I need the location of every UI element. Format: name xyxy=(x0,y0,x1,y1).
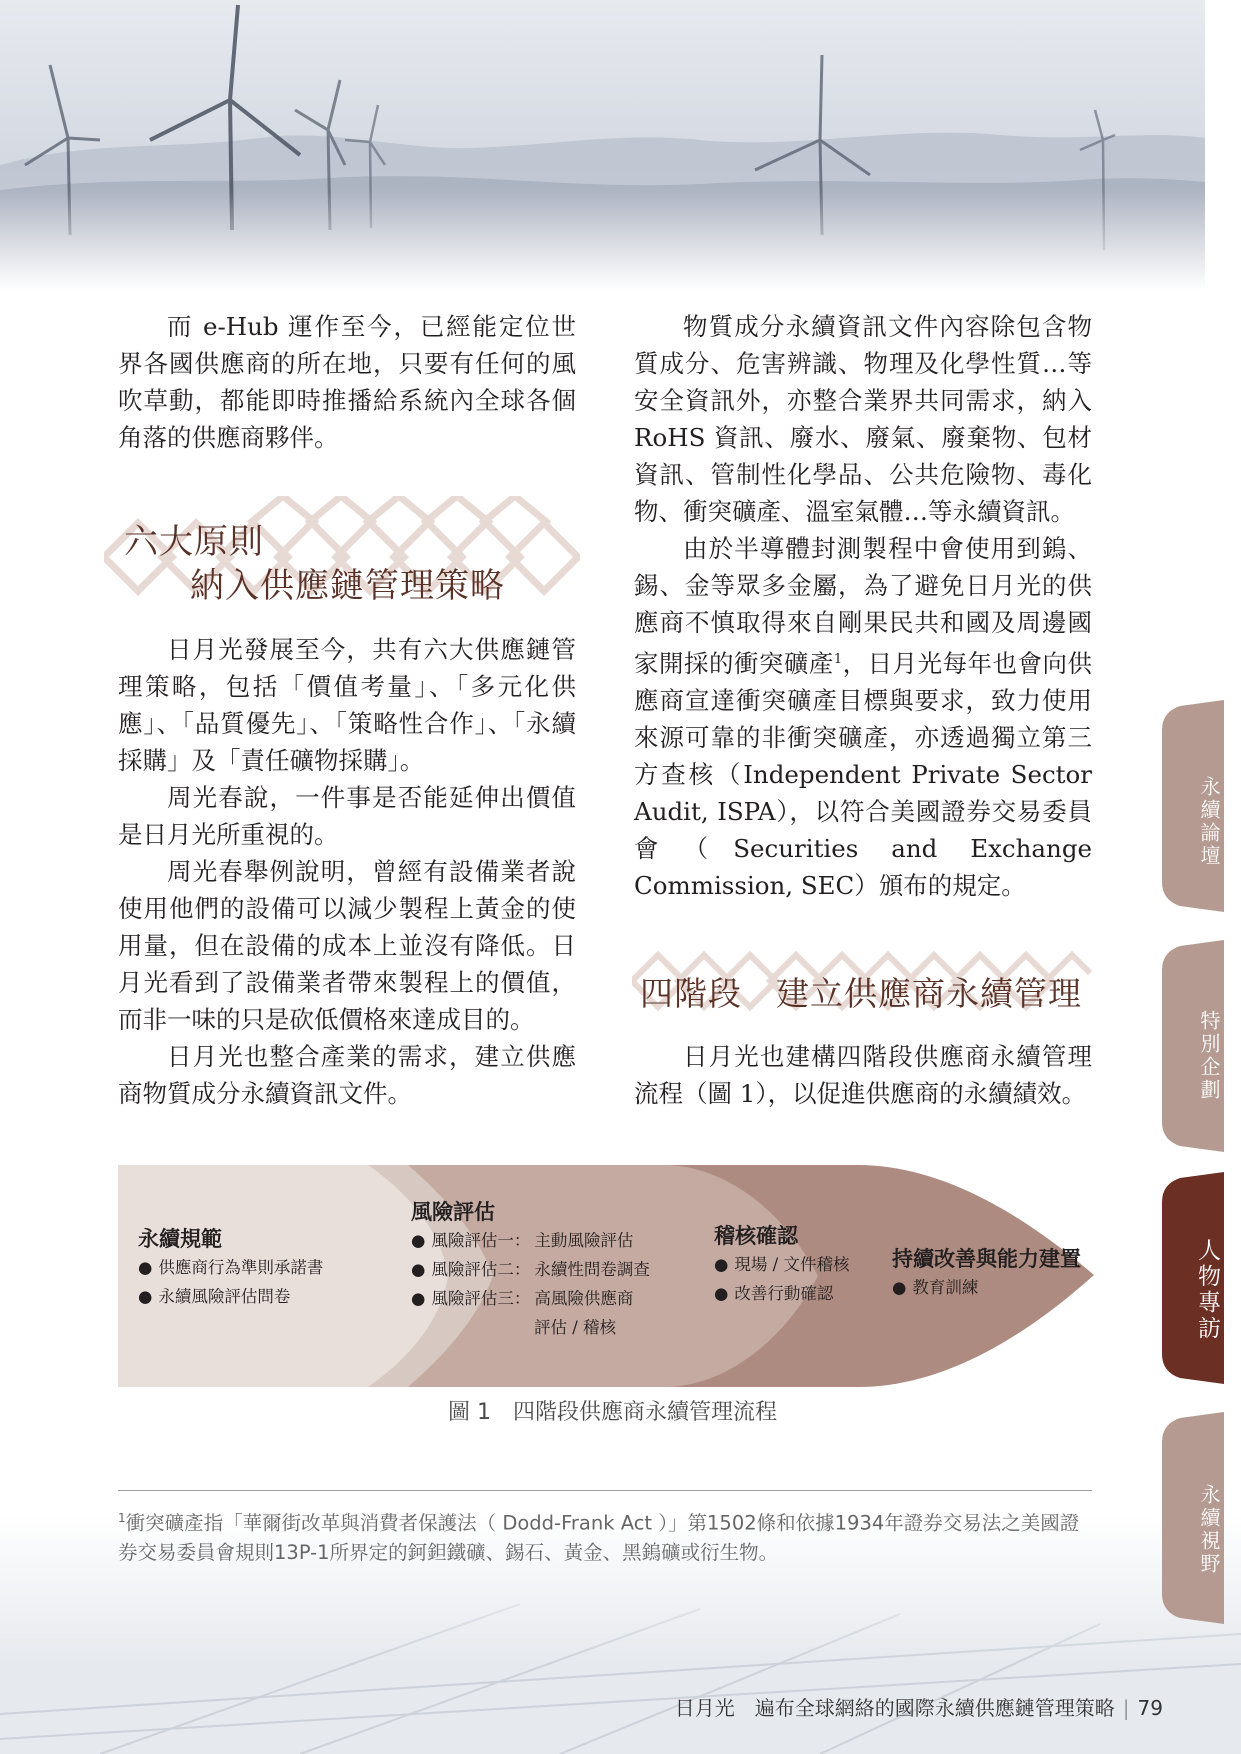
four-stages-intro xyxy=(634,1038,1092,1112)
stage-item-label: 風險評估三： xyxy=(431,1289,531,1308)
side-tab-forum[interactable] xyxy=(1162,700,1224,912)
wind-turbine-background-image xyxy=(0,0,1205,290)
stage-item-text: 供應商行為準則承諾書 xyxy=(158,1258,324,1277)
footer-title: 日月光 遍布全球網絡的國際永續供應鏈管理策略 xyxy=(674,1696,1115,1720)
paragraph: 周光春說，一件事是否能延伸出價值是日月光所重視的。 xyxy=(118,783,576,849)
bullet-icon: ● xyxy=(411,1231,426,1250)
figure-caption: 圖 1 四階段供應商永續管理流程 xyxy=(448,1400,777,1425)
paragraph: 日月光也建構四階段供應商永續管理流程（圖 1），以促進供應商的永續績效。 xyxy=(634,1042,1092,1108)
page-number: 79 xyxy=(1137,1696,1163,1720)
section-heading-four-stages xyxy=(632,944,1092,1018)
tab-label: 人物專訪 xyxy=(1194,1238,1220,1342)
tab-label: 永續視野 xyxy=(1197,1484,1221,1576)
four-stage-process-diagram xyxy=(118,1165,1094,1387)
stage-item-label: 風險評估二： xyxy=(431,1260,531,1279)
paragraph: 日月光發展至今，共有六大供應鏈管理策略，包括「價值考量」、「多元化供應」、「品質優先」、「策略性合作」、「永續採購」及「責任礦物採購」。 xyxy=(118,635,576,775)
paragraph xyxy=(634,530,1092,904)
stage-title: 風險評估 xyxy=(411,1199,495,1224)
side-tab-special-report[interactable] xyxy=(1162,940,1224,1152)
footnote-divider xyxy=(118,1490,1092,1491)
heading-line-2: 納入供應鏈管理策略 xyxy=(190,566,505,606)
right-column-body xyxy=(634,308,1092,904)
tab-label: 特別企劃 xyxy=(1197,1010,1221,1102)
stage-3 xyxy=(714,1222,849,1308)
stage-item xyxy=(714,1279,849,1308)
stage-item xyxy=(411,1284,650,1313)
stage-item xyxy=(714,1250,849,1279)
bullet-icon: ● xyxy=(714,1284,729,1303)
heading-text: 四階段 建立供應商永續管理 xyxy=(640,974,1082,1013)
stage-item xyxy=(138,1253,323,1282)
bullet-icon: ● xyxy=(714,1255,729,1274)
tab-label: 永續論壇 xyxy=(1197,776,1221,868)
paragraph: 日月光也整合產業的需求，建立供應商物質成分永續資訊文件。 xyxy=(118,1042,576,1108)
bullet-icon: ● xyxy=(138,1258,153,1277)
stage-item-text: 教育訓練 xyxy=(912,1278,979,1297)
stage-item-value: 主動風險評估 xyxy=(534,1231,634,1250)
paragraph: 物質成分永續資訊文件內容除包含物質成分、危害辨識、物理及化學性質…等安全資訊外，亦整合業界共同需求，納入 RoHS 資訊、廢水、廢氣、廢棄物、包材資訊、管制性化學品、公共危險物、毒化物、衝突礦產、溫室氣體…等永續資訊。 xyxy=(634,312,1092,526)
stage-item-text: 永續風險評估問卷 xyxy=(158,1287,291,1306)
left-column-intro xyxy=(118,308,576,456)
bullet-icon: ● xyxy=(411,1289,426,1308)
heading-line-1: 六大原則 xyxy=(124,522,264,562)
section-heading-six-principles xyxy=(104,496,580,618)
stage-item-value: 高風險供應商 xyxy=(534,1289,634,1308)
footnote-text: 衝突礦產指「華爾街改革與消費者保護法（ Dodd-Frank Act ）」第1502條和依據1934年證券交易法之美國證券交易委員會規則13P-1所界定的鈳鉭鐵礦、錫石、黃金、黑鎢礦或衍生物。 xyxy=(118,1511,1080,1564)
stage-item xyxy=(892,1273,1081,1302)
stage-4 xyxy=(892,1245,1081,1302)
page-footer xyxy=(675,1692,1163,1721)
stage-title: 持續改善與能力建置 xyxy=(892,1246,1081,1271)
paragraph-text: 由於半導體封測製程中會使用到鎢、錫、金等眾多金屬，為了避免日月光的供應商不慎取得來自剛果民共和國及周邊國家開採的衝突礦產 xyxy=(634,534,1092,679)
stage-title: 永續規範 xyxy=(138,1226,222,1251)
footnote-marker: 1 xyxy=(118,1511,126,1525)
stage-item xyxy=(411,1226,650,1255)
stage-item xyxy=(411,1255,650,1284)
bullet-icon: ● xyxy=(892,1278,907,1297)
bullet-icon: ● xyxy=(411,1260,426,1279)
stage-title: 稽核確認 xyxy=(714,1223,798,1248)
stage-item xyxy=(138,1282,323,1311)
footnote xyxy=(118,1504,1096,1567)
stage-item-continuation: 評估 / 稽核 xyxy=(534,1318,617,1337)
stage-1 xyxy=(138,1225,323,1311)
footer-separator: | xyxy=(1122,1696,1130,1720)
paragraph: 周光春舉例說明，曾經有設備業者說使用他們的設備可以減少製程上黃金的使用量，但在設備的成本上並沒有降低。日月光看到了設備業者帶來製程上的價值，而非一味的只是砍低價格來達成目的。 xyxy=(118,857,576,1034)
stage-item-label: 風險評估一： xyxy=(431,1231,531,1250)
left-column-body xyxy=(118,631,576,1112)
paragraph-text: ，日月光每年也會向供應商宣達衝突礦產目標與要求，致力使用來源可靠的非衝突礦產，亦透過獨立第三方查核（Independent Private Sector Audit, ISPA），以符合美國證券交易委員會（Securities and Exchange Commission, SEC）頒布的規定。 xyxy=(634,649,1092,901)
ehub-paragraph: 而 e-Hub 運作至今，已經能定位世界各國供應商的所在地，只要有任何的風吹草動，都能即時推播給系統內全球各個角落的供應商夥伴。 xyxy=(118,312,576,452)
footnote-reference: 1 xyxy=(833,652,843,667)
stage-item-text: 現場 / 文件稽核 xyxy=(734,1255,850,1274)
stage-2 xyxy=(411,1198,650,1342)
stage-item-value: 永續性問卷調查 xyxy=(534,1260,650,1279)
side-tab-vision[interactable] xyxy=(1162,1412,1224,1624)
bullet-icon: ● xyxy=(138,1287,153,1306)
side-tab-interview[interactable] xyxy=(1162,1172,1224,1384)
stage-item-text: 改善行動確認 xyxy=(734,1284,834,1303)
